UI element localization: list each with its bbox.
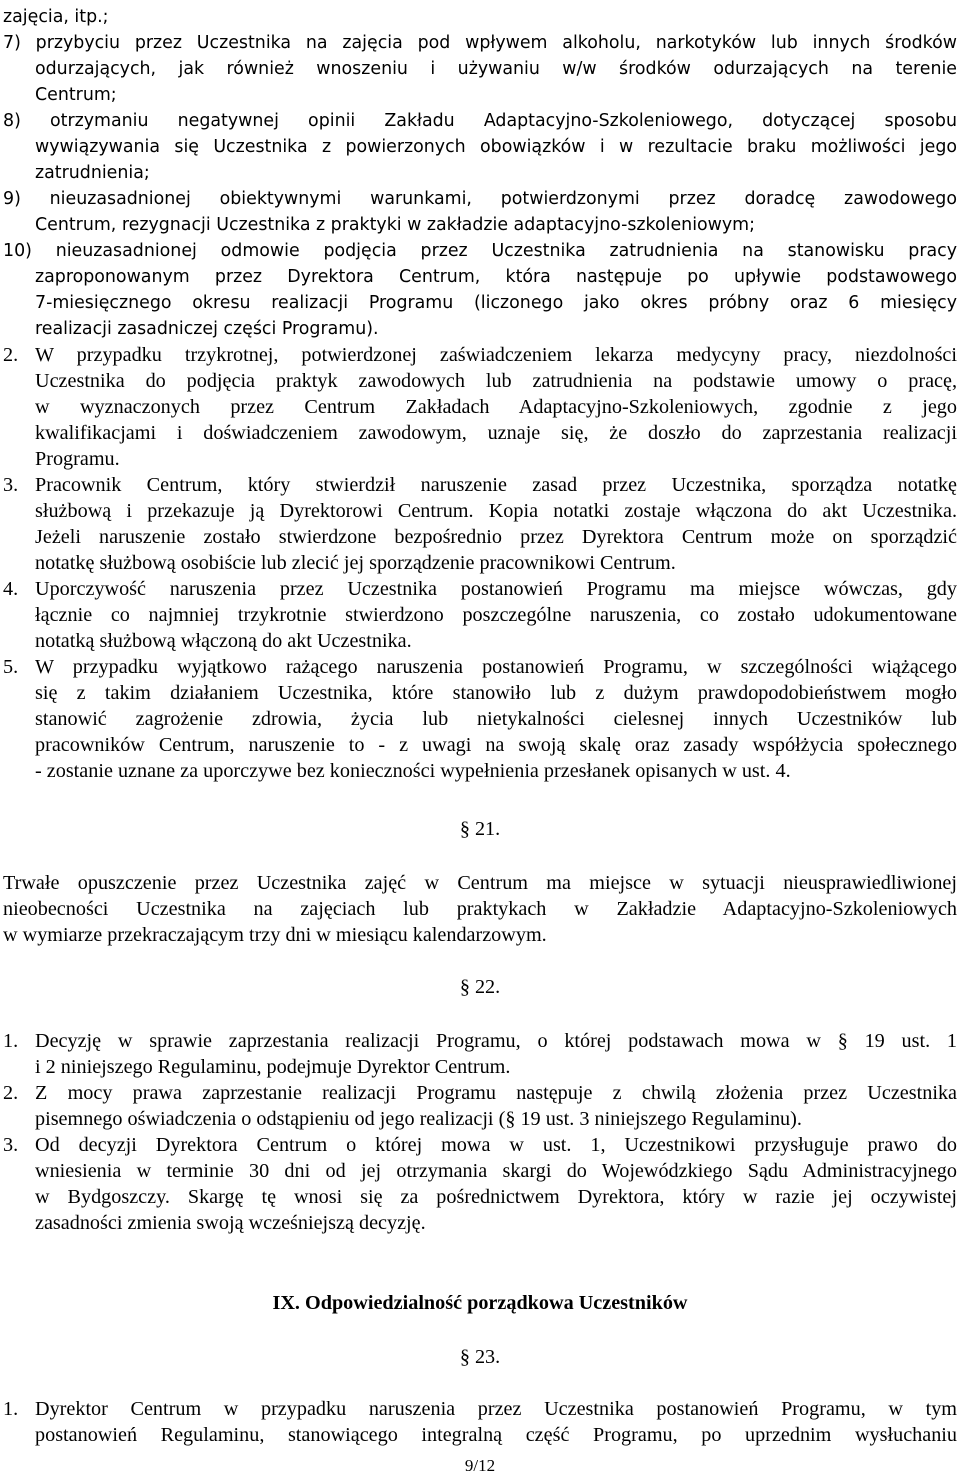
text-line: zaproponowanym przez Dyrektora Centrum, która następuje po upływie podstawowego	[35, 267, 957, 287]
text-line: W przypadku trzykrotnej, potwierdzonej zaświadczeniem lekarza medycyny pracy, niezdolności	[35, 344, 957, 366]
text-line: Dyrektor Centrum w przypadku naruszenia przez Uczestnika postanowień Programu, w tym	[35, 1398, 957, 1420]
text-line: w wymiarze przekraczającym trzy dni w miesiącu kalendarzowym.	[3, 924, 547, 946]
text-line: służbową i przekazuje ją Dyrektorowi Centrum. Kopia notatki zostaje włączona do akt Uczestnika.	[35, 500, 957, 522]
page-number: 9/12	[464, 1456, 496, 1475]
text-line: 10) nieuzasadnionej odmowie podjęcia przez Uczestnika zatrudnienia na stanowisku pracy	[3, 241, 957, 261]
paragraph-3	[35, 472, 957, 576]
text-line: Decyzję w sprawie zaprzestania realizacji Programu, o której podstawach mowa w § 19 ust. 1	[35, 1030, 957, 1052]
section-heading-23: § 23.	[459, 1346, 501, 1368]
text-line: 9) nieuzasadnionej obiektywnymi warunkami, potwierdzonymi przez doradcę zawodowego	[3, 189, 957, 209]
text-line: i 2 niniejszego Regulaminu, podejmuje Dyrektor Centrum.	[35, 1056, 511, 1078]
text-line: Centrum, rezygnacji Uczestnika z praktyki w zakładzie adaptacyjno-szkoleniowym;	[35, 215, 755, 235]
paragraph-4	[35, 576, 957, 654]
text-line: W przypadku wyjątkowo rażącego naruszenia postanowień Programu, w szczególności wiążącego	[35, 656, 957, 678]
text-line: postanowień Regulaminu, stanowiącego integralną część Programu, po uprzednim wysłuchaniu	[35, 1424, 957, 1446]
paragraph-5	[35, 654, 957, 784]
text-line: Z mocy prawa zaprzestanie realizacji Programu następuje z chwilą złożenia przez Uczestnika	[35, 1082, 957, 1104]
text-line: nieobecności Uczestnika na zajęciach lub praktykach w Zakładzie Adaptacyjno-Szkoleniowych	[3, 898, 957, 920]
chapter-heading: IX. Odpowiedzialność porządkowa Uczestników	[272, 1292, 688, 1314]
text-line: 7-miesięcznego okresu realizacji Programu (liczonego jako okres próbny oraz 6 miesięcy	[35, 293, 957, 313]
section-23-paragraph-1	[35, 1396, 957, 1448]
text-line: pracowników Centrum, naruszenie to - z uwagi na swoją skalę oraz zasady współżycia społecznego	[35, 734, 957, 756]
paragraph-number: 5.	[3, 656, 19, 678]
text-line: się z takim działaniem Uczestnika, które stanowiło lub z dużym prawdopodobieństwem mogło	[35, 682, 957, 704]
paragraph-number: 3.	[3, 1134, 19, 1156]
paragraph-number: 2.	[3, 1082, 19, 1104]
text-line: zatrudnienia;	[35, 163, 150, 183]
text-line: Programu.	[35, 448, 120, 470]
paragraph-number: 4.	[3, 578, 19, 600]
text-line: Uczestnika do podjęcia praktyk zawodowych lub zatrudnienia na podstawie umowy o pracę,	[35, 370, 957, 392]
list-item-9	[3, 186, 957, 238]
text-line: notatką służbową włączoną do akt Uczestnika.	[35, 630, 412, 652]
text-line: w Bydgoszczy. Skargę tę wnosi się za pośrednictwem Dyrektora, który w razie jej oczywistej	[35, 1186, 957, 1208]
list-item-7	[3, 30, 957, 108]
text-line: odurzających, jak również wnoszeniu i używaniu w/w środków odurzających na terenie	[35, 59, 957, 79]
text-line: łącznie co najmniej trzykrotnie stwierdzono poszczególne naruszenia, co zostało udokumentowane	[35, 604, 957, 626]
section-22-paragraph-2	[35, 1080, 957, 1132]
text-line: w wyznaczonych przez Centrum Zakładach Adaptacyjno-Szkoleniowych, zgodnie z jego	[35, 396, 957, 418]
text-line: notatkę służbową osobiście lub zlecić jej sporządzenie pracownikowi Centrum.	[35, 552, 676, 574]
text-line: realizacji zasadniczej części Programu).	[35, 319, 379, 339]
text-line: Centrum;	[35, 85, 117, 105]
list-continuation	[3, 4, 957, 30]
text-line: pisemnego oświadczenia o odstąpieniu od jego realizacji (§ 19 ust. 3 niniejszego Regulaminu).	[35, 1108, 802, 1130]
text-line: - zostanie uznane za uporczywe bez konieczności wypełnienia przesłanek opisanych w ust. 4.	[35, 760, 791, 782]
text-line: zasadności zmienia swoją wcześniejszą decyzję.	[35, 1212, 426, 1234]
section-heading-21: § 21.	[459, 818, 501, 840]
text-line: wywiązywania się Uczestnika z powierzonych obowiązków i w rezultacie braku możliwości jego	[35, 137, 957, 157]
text-line: Pracownik Centrum, który stwierdził naruszenie zasad przez Uczestnika, sporządza notatkę	[35, 474, 957, 496]
text-line: zajęcia, itp.;	[3, 7, 109, 27]
paragraph-number: 1.	[3, 1398, 19, 1420]
paragraph-number: 2.	[3, 344, 19, 366]
list-item-10	[3, 238, 957, 342]
list-item-8	[3, 108, 957, 186]
text-line: kwalifikacjami i doświadczeniem zawodowym, uznaje się, że doszło do zaprzestania realizacji	[35, 422, 957, 444]
section-21-text	[3, 870, 957, 948]
text-line: stanowić zagrożenie zdrowia, życia lub nietykalności cielesnej innych Uczestników lub	[35, 708, 957, 730]
section-heading-22: § 22.	[459, 976, 501, 998]
paragraph-number: 3.	[3, 474, 19, 496]
section-22-paragraph-1	[35, 1028, 957, 1080]
section-22-paragraph-3	[35, 1132, 957, 1236]
paragraph-number: 1.	[3, 1030, 19, 1052]
paragraph-2	[35, 342, 957, 472]
text-line: 7) przybyciu przez Uczestnika na zajęcia pod wpływem alkoholu, narkotyków lub innych środków	[3, 33, 957, 53]
text-line: Uporczywość naruszenia przez Uczestnika postanowień Programu ma miejsce wówczas, gdy	[35, 578, 957, 600]
text-line: Od decyzji Dyrektora Centrum o której mowa w ust. 1, Uczestnikowi przysługuje prawo do	[35, 1134, 957, 1156]
text-line: 8) otrzymaniu negatywnej opinii Zakładu Adaptacyjno-Szkoleniowego, dotyczącej sposobu	[3, 111, 957, 131]
text-line: wniesienia w terminie 30 dni od jej otrzymania skargi do Wojewódzkiego Sądu Administracyjnego	[35, 1160, 957, 1182]
text-line: Trwałe opuszczenie przez Uczestnika zajęć w Centrum ma miejsce w sytuacji nieusprawiedliwionej	[3, 872, 957, 894]
text-line: Jeżeli naruszenie zostało stwierdzone bezpośrednio przez Dyrektora Centrum może on sporządzić	[35, 526, 957, 548]
